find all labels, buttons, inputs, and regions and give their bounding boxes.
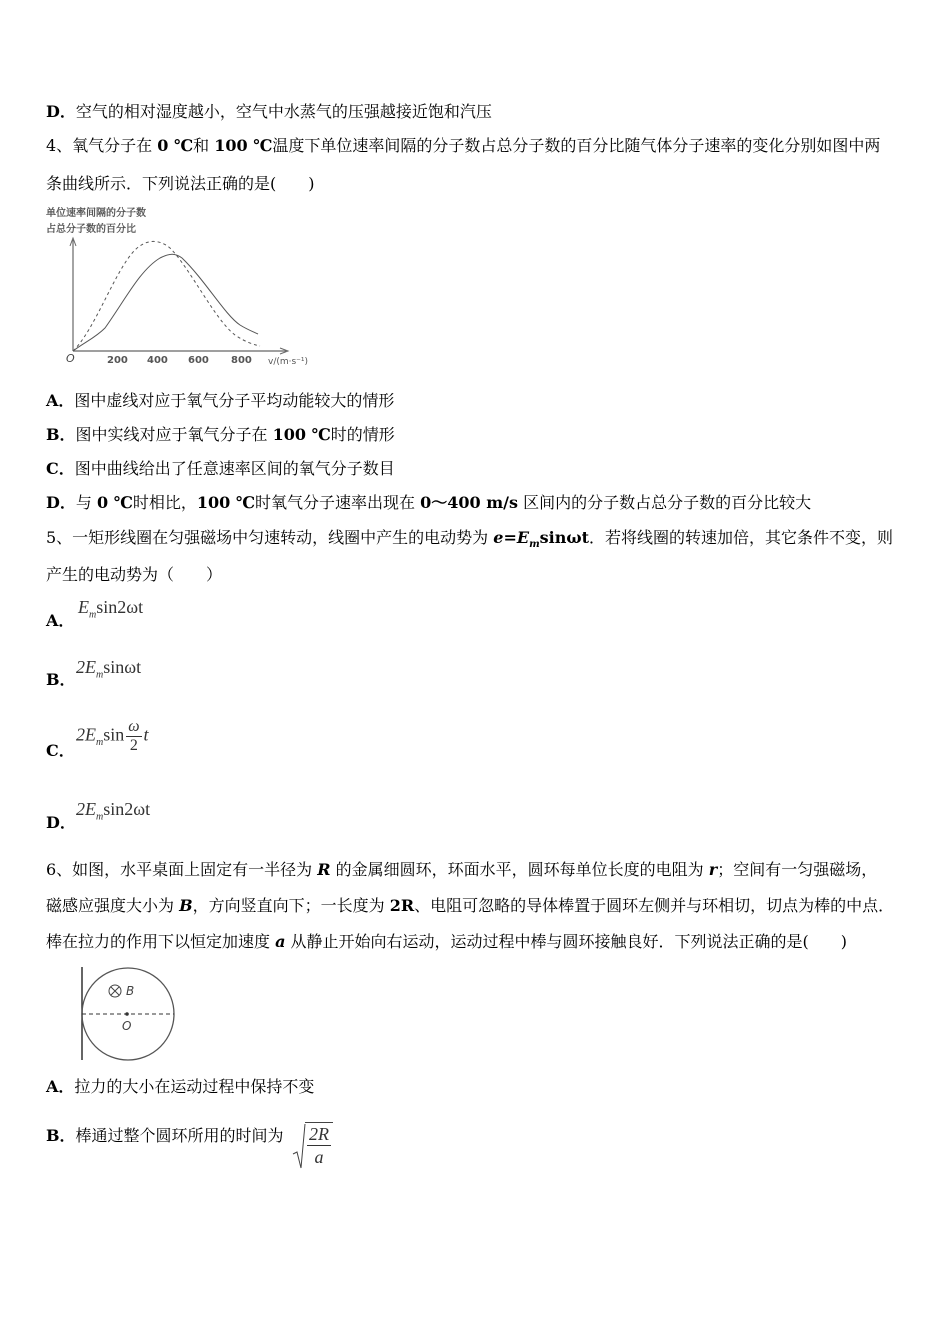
x-tick: 800 [231, 355, 252, 366]
q3-option-d [46, 102, 492, 122]
sqrt-sign [292, 1122, 306, 1172]
q6-option-b: B．棒通过整个圆环所用的时间为 [46, 1126, 284, 1145]
q5-option-c-formula: $2E_m\sin$ $\frac{\omega}{2}$ t [76, 718, 149, 754]
x-tick: 200 [107, 355, 128, 366]
field-label: B [126, 984, 135, 998]
center-label: O [122, 1019, 132, 1033]
field-into-page-icon [109, 985, 121, 997]
q4-option-c: C．图中曲线给出了任意速率区间的氧气分子数目 [46, 459, 395, 478]
q6-stem-line-1: 6、如图，水平桌面上固定有一半径为 R 的金属细圆环，环面水平，圆环每单位长度的电阻为 r；空间有一匀强磁场， [46, 860, 878, 879]
x-axis-label: v/(m·s⁻¹) [268, 357, 309, 367]
q4-stem-line-1: 4、氧气分子在 0 ℃和 100 ℃温度下单位速率间隔的分子数占总分子数的百分比随气体分子速率的变化分别如图中两 [46, 136, 881, 155]
graph-origin: O [66, 352, 75, 365]
q5-option-d-formula: $2E_m\sin 2\omega t$ [76, 799, 151, 823]
x-tick: 400 [147, 355, 168, 366]
q5-option-a-label: A． [46, 611, 75, 630]
ring-figure [70, 962, 190, 1066]
q5-option-b-label: B． [46, 670, 76, 689]
q4-option-d: D．与 0 ℃时相比，100 ℃时氧气分子速率出现在 0～400 m/s 区间内的分子数占总分子数的百分比较大 [46, 493, 812, 512]
dashed-curve [73, 241, 260, 351]
x-tick: 600 [188, 355, 209, 366]
q5-option-c-label: C． [46, 741, 75, 760]
graph-ylabel-1: 单位速率间隔的分子数 [46, 208, 146, 219]
solid-curve [73, 254, 258, 351]
q4-option-b: B．图中实线对应于氧气分子在 100 ℃时的情形 [46, 425, 395, 444]
q6-stem-line-2: 磁感应强度大小为 B，方向竖直向下；一长度为 2R、电阻可忽略的导体棒置于圆环左侧并与环相切，切点为棒的中点． [46, 896, 895, 915]
speed-distribution-graph [40, 198, 320, 378]
q4-stem-line-2: 条曲线所示．下列说法正确的是( ) [46, 174, 315, 193]
q6-option-b-formula: $\frac{2R}{a}$ [305, 1122, 333, 1168]
q6-option-a: A．拉力的大小在运动过程中保持不变 [46, 1077, 315, 1096]
option-text: 空气的相对湿度越小，空气中水蒸气的压强越接近饱和汽压 [75, 102, 492, 121]
q5-stem-line-2: 产生的电动势为（ ） [46, 565, 223, 584]
q4-option-a: A．图中虚线对应于氧气分子平均动能较大的情形 [46, 391, 395, 410]
q5-option-b-formula: $2E_m\sin\omega t$ [76, 657, 142, 681]
q5-option-a-formula: $E_m\sin 2\omega t$ [78, 597, 144, 621]
q5-stem-line-1: 5、一矩形线圈在匀强磁场中匀速转动，线圈中产生的电动势为 $e=E_m\sin\omega t$．若将线圈的转速加倍，其它条件不变，则 [46, 528, 894, 551]
option-label: D． [46, 102, 76, 121]
q6-stem-line-3: 棒在拉力的作用下以恒定加速度 a 从静止开始向右运动，运动过程中棒与圆环接触良好．下列说法正确的是( ) [46, 932, 848, 951]
q5-option-d-label: D． [46, 813, 76, 832]
graph-ylabel-2: 占总分子数的百分比 [46, 224, 136, 235]
center-dot [125, 1012, 129, 1016]
